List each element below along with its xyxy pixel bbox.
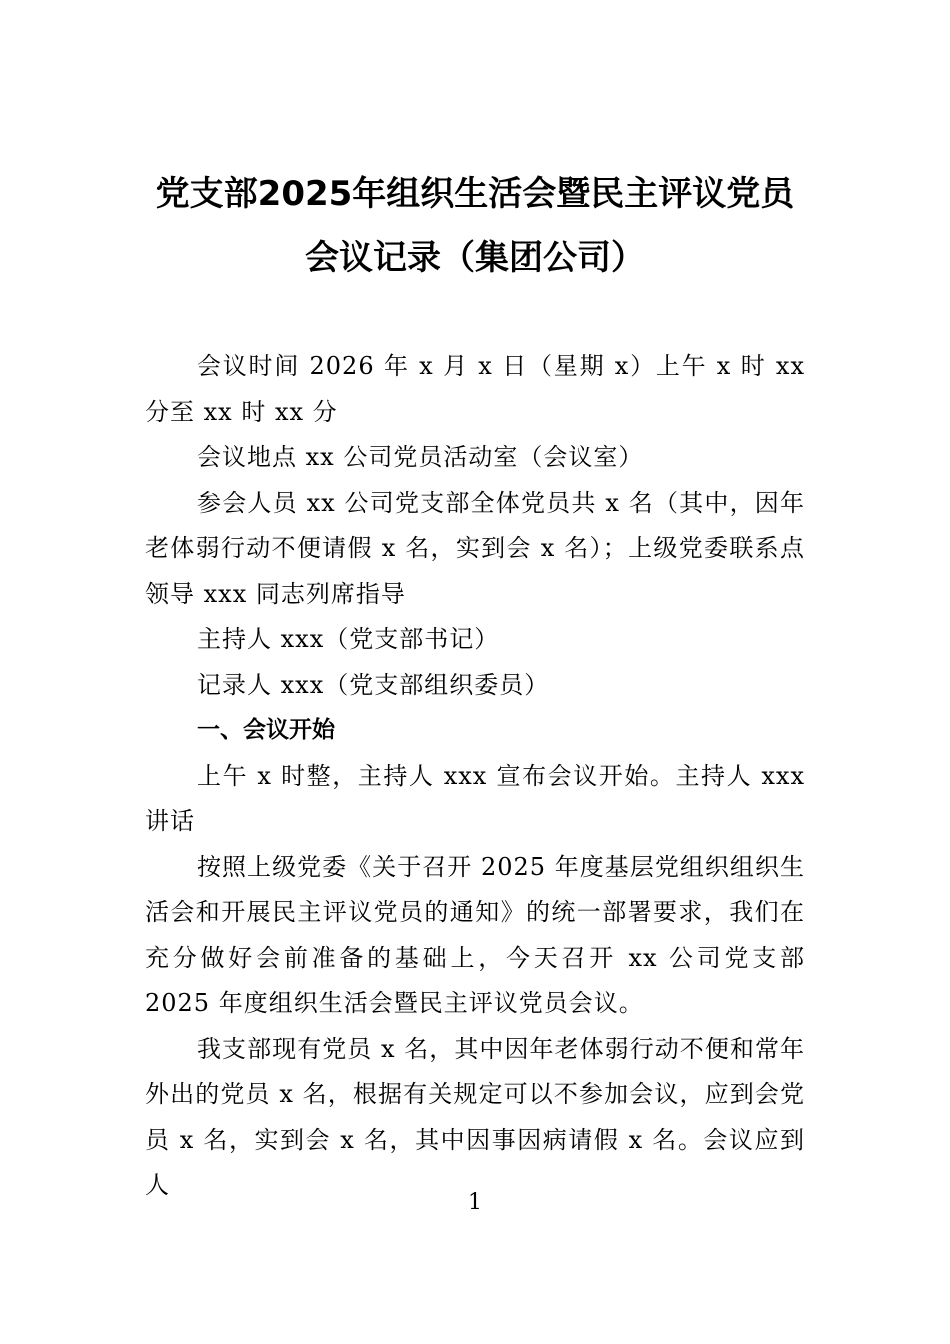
document-title-line-2: 会议记录（集团公司） xyxy=(305,238,645,278)
document-title-line-1: 党支部2025年组织生活会暨民主评议党员 xyxy=(155,174,795,214)
paragraph: 按照上级党委《关于召开 2025 年度基层党组织组织生活会和开展民主评议党员的通知》的统一部署要求，我们在充分做好会前准备的基础上，今天召开 xx 公司党支部 2025 年度组织生活会暨民主评议党员会议。 xyxy=(145,852,805,1017)
meeting-location: 会议地点 xx 公司党员活动室（会议室） xyxy=(197,443,644,471)
page-number: 1 xyxy=(468,1190,482,1215)
paragraph: 我支部现有党员 x 名，其中因年老体弱行动不便和常年外出的党员 x 名，根据有关规定可以不参加会议，应到会党员 x 名，实到会 x 名，其中因事因病请假 x 名。会议应到人 xyxy=(145,1034,805,1199)
meeting-attendees: 参会人员 xx 公司党支部全体党员共 x 名（其中，因年老体弱行动不便请假 x 名，实到会 x 名）；上级党委联系点领导 xxx 同志列席指导 xyxy=(145,488,805,608)
meeting-time: 会议时间 2026 年 x 月 x 日（星期 x）上午 x 时 xx 分至 xx 时 xx 分 xyxy=(145,352,805,426)
meeting-recorder: 记录人 xxx（党支部组织委员） xyxy=(197,670,550,699)
section-heading-meeting-start: 一、会议开始 xyxy=(197,717,335,743)
meeting-host: 主持人 xxx（党支部书记） xyxy=(197,625,500,653)
paragraph: 上午 x 时整，主持人 xxx 宣布会议开始。主持人 xxx 讲话 xyxy=(145,761,805,835)
document-body xyxy=(145,344,805,1209)
